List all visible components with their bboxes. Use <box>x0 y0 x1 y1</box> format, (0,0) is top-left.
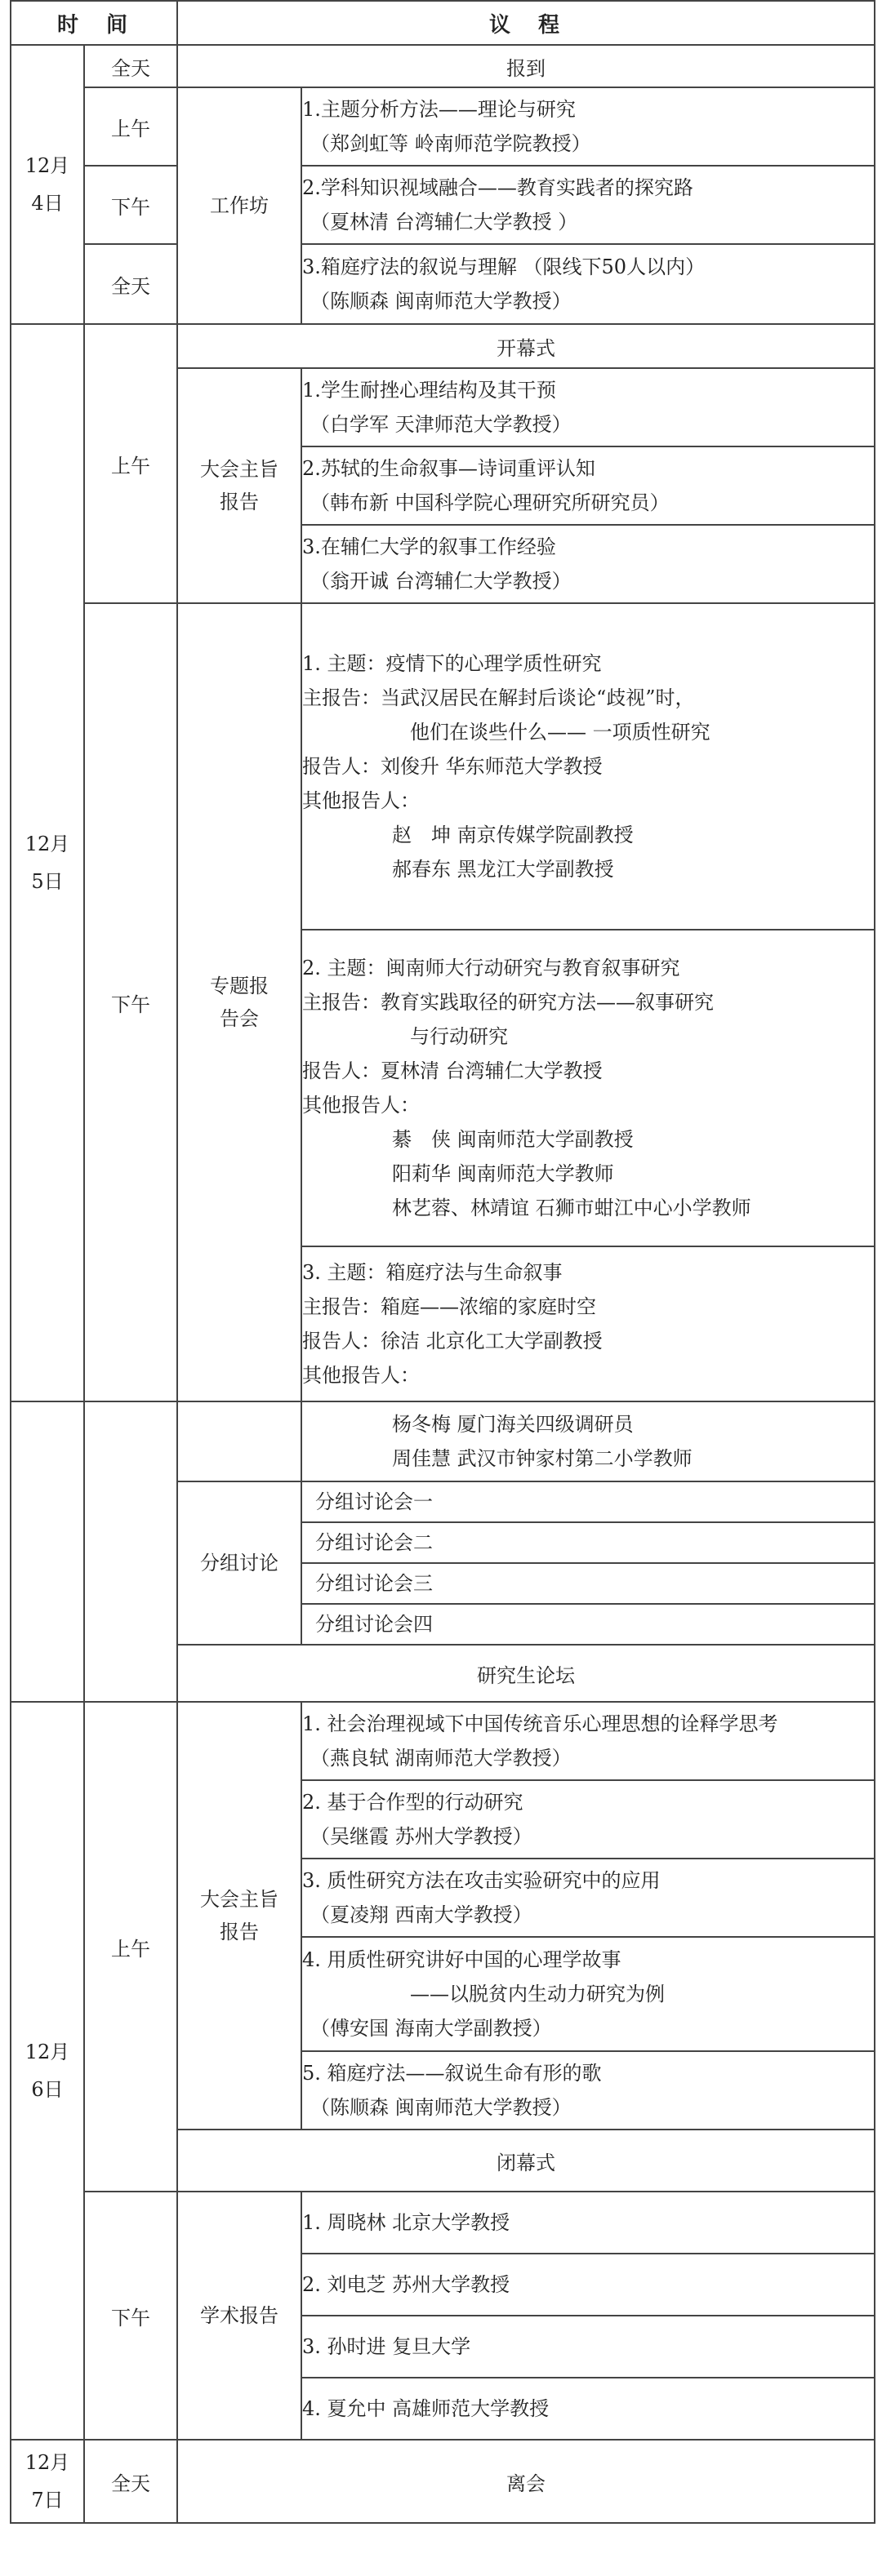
keynote-5 <box>301 2051 875 2130</box>
keynote-2 <box>301 1780 875 1859</box>
group-discussion-2: 分组讨论会二 <box>301 1522 875 1563</box>
slot-morning: 上午 <box>84 1702 177 2192</box>
item-title: 4. 用质性研究讲好中国的心理学故事 <box>302 1948 621 1971</box>
main-report-line: 主报告：当武汉居民在解封后谈论“歧视”时， <box>302 686 695 709</box>
date-dec-7: 12月7日 <box>11 2440 84 2523</box>
item-title: 2.苏轼的生命叙事—诗词重评认知 <box>302 457 595 480</box>
agenda-header: 议 程 <box>177 1 875 45</box>
group-discussion-4: 分组讨论会四 <box>301 1604 875 1645</box>
item-title: 2. 基于合作型的行动研究 <box>302 1791 523 1814</box>
topic-line: 2. 主题：闽南师大行动研究与教育叙事研究 <box>302 957 680 979</box>
slot-allday: 全天 <box>84 244 177 324</box>
other-reporter: 赵 坤 南京传媒学院副教授 <box>392 824 634 846</box>
keynote-2 <box>301 446 875 525</box>
other-reporter: 郝春东 黑龙江大学副教授 <box>392 858 614 881</box>
item-title: 1.主题分析方法——理论与研究 <box>302 98 576 121</box>
item-speaker: （韩布新 中国科学院心理研究所研究员） <box>310 491 670 514</box>
date-dec-6: 12月6日 <box>11 1702 84 2440</box>
workshop-label: 工作坊 <box>177 87 301 324</box>
item-title: 3.在辅仁大学的叙事工作经验 <box>302 535 556 558</box>
keynote-label: 大会主旨报告 <box>177 368 301 603</box>
item-speaker: （陈顺森 闽南师范大学教授） <box>310 290 572 313</box>
blank-date-cell <box>11 1401 84 1702</box>
main-report-line: 与行动研究 <box>410 1025 509 1048</box>
item-title: 1. 社会治理视域下中国传统音乐心理思想的诠释学思考 <box>302 1712 778 1735</box>
slot-afternoon: 下午 <box>84 2192 177 2440</box>
keynote-3 <box>301 525 875 603</box>
other-reporters-label: 其他报告人： <box>302 789 421 812</box>
special-report-label: 专题报告会 <box>177 603 301 1401</box>
workshop-item-3 <box>301 244 875 324</box>
item-speaker: （燕良轼 湖南师范大学教授） <box>310 1747 572 1770</box>
item-subtitle: ——以脱贫内生动力研究为例 <box>410 1983 666 2005</box>
slot-afternoon: 下午 <box>84 166 177 244</box>
keynote-1 <box>301 1702 875 1780</box>
academic-report-2: 2. 刘电芝 苏州大学教授 <box>301 2254 875 2316</box>
main-report-line: 主报告：箱庭——浓缩的家庭时空 <box>302 1295 597 1318</box>
date-dec-5: 12月5日 <box>11 324 84 1401</box>
other-reporter: 林艺蓉、林靖谊 石狮市蚶江中心小学教师 <box>392 1197 751 1219</box>
academic-report-3: 3. 孙时进 复旦大学 <box>301 2316 875 2378</box>
opening-ceremony: 开幕式 <box>177 324 875 368</box>
blank-category-cell <box>177 1401 301 1481</box>
slot-allday: 全天 <box>84 2440 177 2523</box>
keynote-1 <box>301 368 875 446</box>
item-speaker: （吴继霞 苏州大学教授） <box>310 1825 532 1848</box>
item-speaker: （傅安国 海南大学副教授） <box>310 2017 552 2040</box>
item-title: 3.箱庭疗法的叙说与理解 （限线下50人以内） <box>302 255 706 278</box>
date-dec-4: 12月4日 <box>11 45 84 324</box>
topic-line: 3. 主题：箱庭疗法与生命叙事 <box>302 1261 563 1284</box>
group-discussion-3: 分组讨论会三 <box>301 1563 875 1604</box>
workshop-item-1 <box>301 87 875 166</box>
keynote-3 <box>301 1859 875 1937</box>
reporter-line: 报告人：刘俊升 华东师范大学教授 <box>302 755 603 778</box>
item-title: 5. 箱庭疗法——叙说生命有形的歌 <box>302 2062 602 2085</box>
reporter-line: 报告人：夏林清 台湾辅仁大学教授 <box>302 1059 603 1082</box>
item-speaker: （白学军 天津师范大学教授） <box>310 413 572 436</box>
special-report-1 <box>301 603 875 930</box>
item-speaker: （郑剑虹等 岭南师范学院教授） <box>310 132 591 155</box>
slot-morning: 上午 <box>84 324 177 603</box>
item-title: 2.学科知识视域融合——教育实践者的探究路 <box>302 176 693 199</box>
item-title: 3. 质性研究方法在攻击实验研究中的应用 <box>302 1869 661 1892</box>
slot-allday: 全天 <box>84 45 177 87</box>
main-report-line: 他们在谈些什么—— 一项质性研究 <box>410 721 710 744</box>
closing-ceremony: 闭幕式 <box>177 2130 875 2192</box>
special-report-2 <box>301 930 875 1246</box>
agenda-table <box>10 0 875 2524</box>
topic-line: 1. 主题：疫情下的心理学质性研究 <box>302 652 602 675</box>
graduate-forum: 研究生论坛 <box>177 1645 875 1702</box>
time-header: 时 间 <box>11 1 177 45</box>
slot-afternoon: 下午 <box>84 603 177 1401</box>
keynote-4 <box>301 1937 875 2051</box>
item-speaker: （陈顺森 闽南师范大学教授） <box>310 2096 572 2119</box>
other-reporters-label: 其他报告人： <box>302 1094 421 1117</box>
main-report-line: 主报告：教育实践取径的研究方法——叙事研究 <box>302 991 715 1014</box>
keynote-label: 大会主旨报告 <box>177 1702 301 2130</box>
blank-slot-cell <box>84 1401 177 1702</box>
academic-report-label: 学术报告 <box>177 2192 301 2440</box>
slot-morning: 上午 <box>84 87 177 166</box>
workshop-item-2 <box>301 166 875 244</box>
other-reporter: 綦 侠 闽南师范大学副教授 <box>392 1128 634 1151</box>
item-speaker: （夏林清 台湾辅仁大学教授 ） <box>310 211 578 233</box>
group-discussion-label: 分组讨论 <box>177 1481 301 1645</box>
other-reporters-label: 其他报告人： <box>302 1364 421 1387</box>
other-reporter: 周佳慧 武汉市钟家村第二小学教师 <box>392 1447 693 1470</box>
registration: 报到 <box>177 45 875 87</box>
group-discussion-1: 分组讨论会一 <box>301 1481 875 1522</box>
item-title: 1.学生耐挫心理结构及其干预 <box>302 379 556 402</box>
special-report-3-continued <box>301 1401 875 1481</box>
academic-report-1: 1. 周晓林 北京大学教授 <box>301 2192 875 2254</box>
departure: 离会 <box>177 2440 875 2523</box>
other-reporter: 杨冬梅 厦门海关四级调研员 <box>392 1413 634 1436</box>
reporter-line: 报告人：徐洁 北京化工大学副教授 <box>302 1330 603 1352</box>
special-report-3 <box>301 1246 875 1401</box>
item-speaker: （夏凌翔 西南大学教授） <box>310 1903 532 1926</box>
item-speaker: （翁开诚 台湾辅仁大学教授） <box>310 570 572 593</box>
other-reporter: 阳莉华 闽南师范大学教师 <box>392 1162 614 1185</box>
academic-report-4: 4. 夏允中 高雄师范大学教授 <box>301 2378 875 2440</box>
